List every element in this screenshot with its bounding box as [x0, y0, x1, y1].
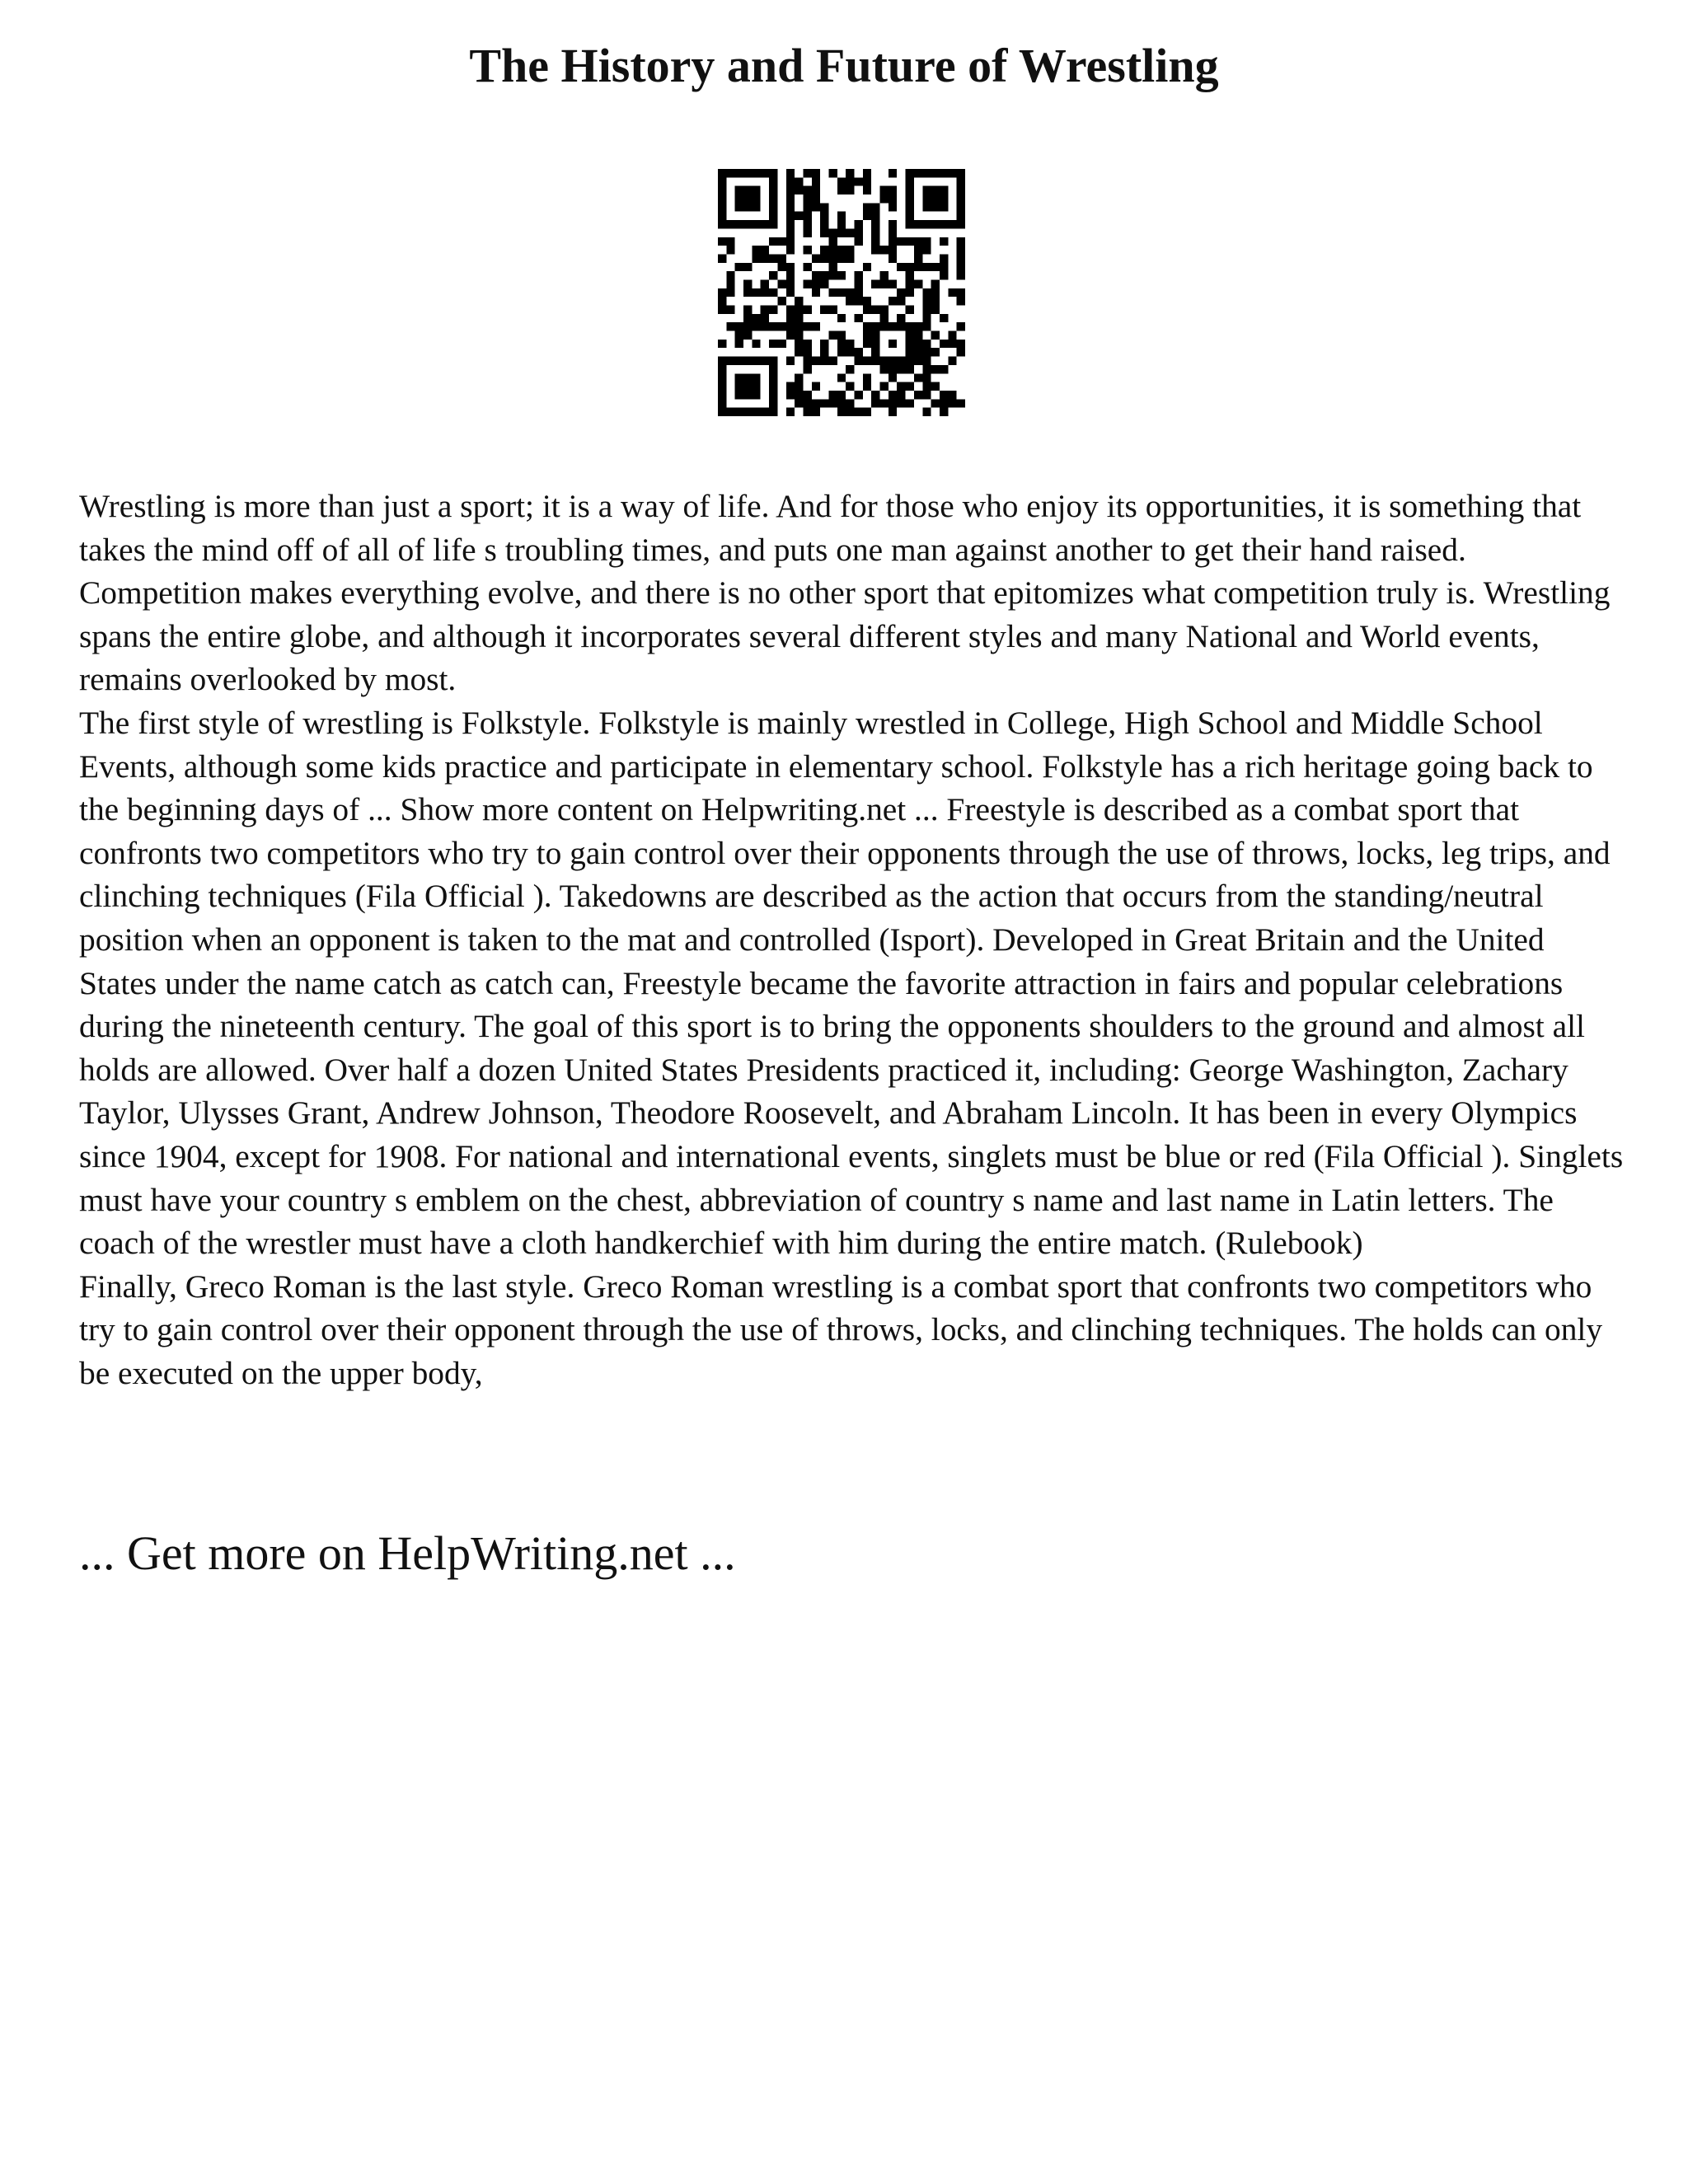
- qr-code-icon[interactable]: [718, 169, 965, 416]
- document-title: The History and Future of Wrestling: [469, 39, 1219, 92]
- paragraph-greco-roman: Finally, Greco Roman is the last style. Greco Roman wrestling is a combat sport that confronts two competitors who try to gain control over their opponent through the use of throws, locks, and clinching techniques. The holds can only be executed on the upper body,: [79, 1268, 1603, 1391]
- article-body: [79, 485, 1629, 1394]
- get-more-link[interactable]: ... Get more on HelpWriting.net ...: [79, 1526, 736, 1580]
- paragraph-styles: The first style of wrestling is Folkstyle. Folkstyle is mainly wrestled in College, High School and Middle School Events, although some kids practice and participate in elementary school. Folkstyle has a rich heritage going back to the beginning days of ... Show more content on Helpwriting.net ... Freestyle is described as a combat sport that confronts two competitors who try to gain control over their opponents through the use of throws, locks, leg trips, and clinching techniques (Fila Official ). Takedowns are described as the action that occurs from the standing/neutral position when an opponent is taken to the mat and controlled (Isport). Developed in Great Britain and the United States under the name catch as catch can, Freestyle became the favorite attraction in fairs and popular celebrations during the nineteenth century. The goal of this sport is to bring the opponents shoulders to the ground and almost all holds are allowed. Over half a dozen United States Presidents practiced it, including: George Washington, Zachary Taylor, Ulysses Grant, Andrew Johnson, Theodore Roosevelt, and Abraham Lincoln. It has been in every Olympics since 1904, except for 1908. For national and international events, singlets must be blue or red (Fila Official ). Singlets must have your country s emblem on the chest, abbreviation of country s name and last name in Latin letters. The coach of the wrestler must have a cloth handkerchief with him during the entire match. (Rulebook): [79, 704, 1624, 1262]
- paragraph-intro: Wrestling is more than just a sport; it is a way of life. And for those who enjoy its opportunities, it is something that takes the mind off of all of life s troubling times, and puts one man against another to get their hand raised. Competition makes everything evolve, and there is no other sport that epitomizes what competition truly is. Wrestling spans the entire globe, and although it incorporates several different styles and many National and World events, remains overlooked by most.: [79, 488, 1611, 698]
